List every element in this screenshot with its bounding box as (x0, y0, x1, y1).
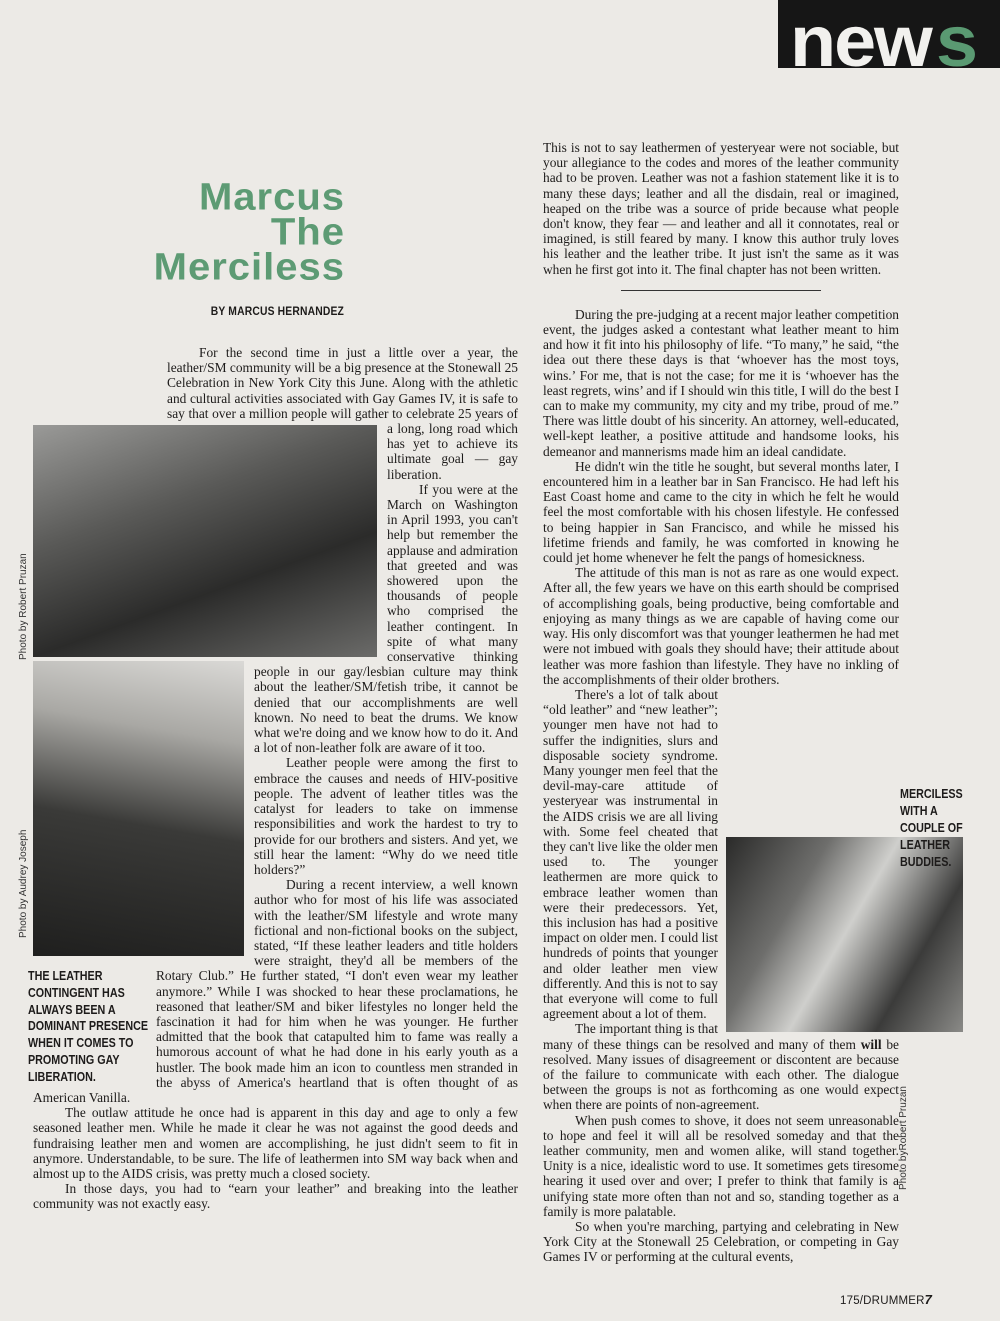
photo-leather-crowd (33, 661, 244, 956)
caption-line: THE LEATHER (28, 969, 103, 983)
paragraph: For the second time in just a little over a year, the leather/SM community will be a big presence at the Stonewall 25 Celebration in New York City this June. Along with the athletic and cultural activities associated with Gay Games IV, it is safe to say that over a million people will gather to celebrate 25 years of a long, long road which has yet to achieve its ultimate goal — gay liberation. (167, 345, 518, 482)
page-folio (840, 1292, 932, 1307)
caption-line: WHEN IT COMES TO (28, 1036, 134, 1051)
caption-line: LIBERATION. (28, 1069, 96, 1084)
caption-line: LEATHER (900, 838, 950, 852)
section-divider (621, 290, 821, 291)
paragraph: The attitude of this man is not as rare as one would expect. After all, the few years we have on this earth should be comprised of accomplishing goals, being productive, being comfortable and enjoying as many things as we are capable of having come our way. His only discomfort was that younger leathermen he had met were not imbued with goals they should have; their attitude about leather was more fashion than lifestyle. They have no inkling of the accomplishments of their older brothers. (543, 565, 899, 687)
text: be resolved. Many issues of disagreement or discontent are because of the failure to communicate with each other. The dialogue between the groups is not as forthcoming as one would expect when there are points of non-agreement. (543, 1036, 899, 1113)
section-header-accent: s (936, 2, 976, 68)
right-column (543, 140, 899, 1265)
emphasis: will (860, 1036, 882, 1052)
paragraph: The outlaw attitude he once had is apparent in this day and age to only a few seasoned leather men. While he made it clear he was not against the good deeds and fundraising leather men and women are accomplishing, he just didn't seem to fit in anymore. Understandable, to be sure. The life of leathermen into SM way back when and almost up to the AIDS crisis, was pretty much a closed society. (33, 1105, 518, 1181)
section-header-news (778, 0, 1000, 68)
text: The important thing is that many of these things can be resolved and many of them (543, 1021, 861, 1052)
paragraph: He didn't win the title he sought, but several months later, I encountered him in a leather bar in San Francisco. He had left his East Coast home and came to the city in which he felt he would feel the most comfortable with his chosen lifestyle. He confessed to being happier in San Francisco, and while he missed his lifetime friends and family, he was comforted in knowing he could jet home whenever he felt the pangs of homesickness. (543, 458, 899, 566)
left-column (28, 345, 518, 1212)
article-title (100, 176, 345, 288)
caption-line: MERCILESS (900, 787, 963, 801)
paragraph: During a recent interview, a well known author who for most of his life was associated with the leather/SM lifestyle and wrote many fictional and non-fictional books on the subject, stated, “If these leather leaders and title holders were straight, they'd all be members of the Rotary Club.” He further stated, “I don't even wear my leather anymore.” While I was shocked to hear these proclamations, he reasoned that leather/SM and biker lifestyles no longer held the fascination it had for him when he was younger. He further admitted that the book that catapulted him to fame was really a humorous account of what he had done in his early youth as a hustler. The book made him an icon to countless men stranded in the abyss of America's heartland that is often thought of as American Vanilla. (33, 877, 518, 1105)
photo-leather-march (33, 425, 377, 657)
caption-line: COUPLE OF (900, 821, 963, 835)
caption-line: ALWAYS BEEN A (28, 1002, 116, 1017)
title-line: The (270, 211, 345, 253)
paragraph: Leather people were among the first to embrace the causes and needs of HIV-positive people. The advent of leather titles was the catalyst for leaders to take on immense responsibilities and work the hardest to try to provide for our brothers and sisters. And yet, we still hear the lament: “Why do we need title holders?” (254, 755, 518, 877)
caption-line: WITH A (900, 804, 938, 818)
title-line: Marcus (198, 176, 345, 218)
caption-right (900, 786, 963, 871)
title-line: Merciless (153, 246, 345, 288)
byline: BY MARCUS HERNANDEZ (210, 304, 344, 318)
paragraph: When push comes to shove, it does not seem unreasonable to hope and feel it will all be resolved someday and that the leather community, men and women alike, will stand together. Unity is a nice, idealistic word to use. It sometimes gets tiresome hearing it used over and over; I prefer to think that family is a unifying state more often than not and so, standing together as a family is more palatable. (543, 1112, 899, 1219)
paragraph: This is not to say leathermen of yesteryear were not sociable, but your allegiance to the codes and mores of the leather community had to be proven. Leather was not a fashion statement like it is to many these days; leather and all the disdain, real or imagined, heaped on the tribe was a source of pride because what people don't know, they fear — and leather and all it connotates, real or imagined, is still feared by many. I know this author truly loves his leather and the leather tribe. It just isn't the same as it was when he first got into it. The final chapter has not been written. (543, 140, 899, 277)
section-header-main: new (790, 2, 931, 68)
caption-left (28, 968, 149, 1086)
photo-credit: Photo by Audrey Joseph (18, 829, 29, 938)
caption-line: BUDDIES. (900, 855, 952, 869)
caption-line: DOMINANT PRESENCE (28, 1019, 149, 1034)
paragraph: There's a lot of talk about “old leather” and “new leather”; younger men have not had to suffer the indignities, slurs and disposable society syndrome. Many younger men feel that the devil-may-care attitude of yesteryear was instrumental in the AIDS crisis we are all living with. Some feel cheated that they can't live like the older men used to. The younger leathermen are more quick to embrace leather women than were their predecessors. Yet, this inclusion has had a positive impact on older men. I could list hundreds of points that younger and older leather men view differently. And this is not to say that everyone will come to full agreement about a lot of them. (543, 686, 718, 1022)
caption-line: CONTINGENT HAS (28, 985, 125, 1000)
title-spacer (33, 345, 167, 423)
folio-text: 175/DRUMMER (840, 1295, 925, 1307)
paragraph (543, 1021, 899, 1112)
photo-credit: Photo byRobert Pruzan (898, 1086, 909, 1190)
paragraph: In those days, you had to “earn your leather” and breaking into the leather community was not exactly easy. (33, 1181, 518, 1212)
paragraph: If you were at the March on Washington in April 1993, you can't help but remember the applause and admiration that greeted and was showered upon the thousands of people who comprised the leather contingent. In spite of what many conservative thinking people in our gay/lesbian culture may think about the leather/SM/fetish tribe, it cannot be denied that our accomplishments are well known. No need to beat the drums. We know what we're doing and we know how to do it. And a lot of non-leather folk are aware of it too. (254, 481, 518, 756)
paragraph: During the pre-judging at a recent major leather competition event, the judges asked a contestant what leather meant to him and how it fit into his philosophy of life. “To many,” he said, “the idea out there these days is that ‘whoever has the most toys, wins.’ For me, that is not the case; for me it is ‘whoever has the least regrets, wins’ and if I should win this title, I will do the best I can to make my community, my city and my tribe, proud of me.” There was little doubt of his sincerity. An attorney, well-educated, well-kept leather, a positive attitude and handsome looks, his demeanor and mannerisms made him an ideal candidate. (543, 306, 899, 459)
page-number: 7 (924, 1292, 933, 1307)
photo-credit: Photo by Robert Pruzan (18, 553, 29, 660)
caption-line: PROMOTING GAY (28, 1052, 120, 1067)
paragraph: So when you're marching, partying and celebrating in New York City at the Stonewall 25 Celebration, or competing in Gay Games IV or performing at the cultural events, (543, 1219, 899, 1265)
